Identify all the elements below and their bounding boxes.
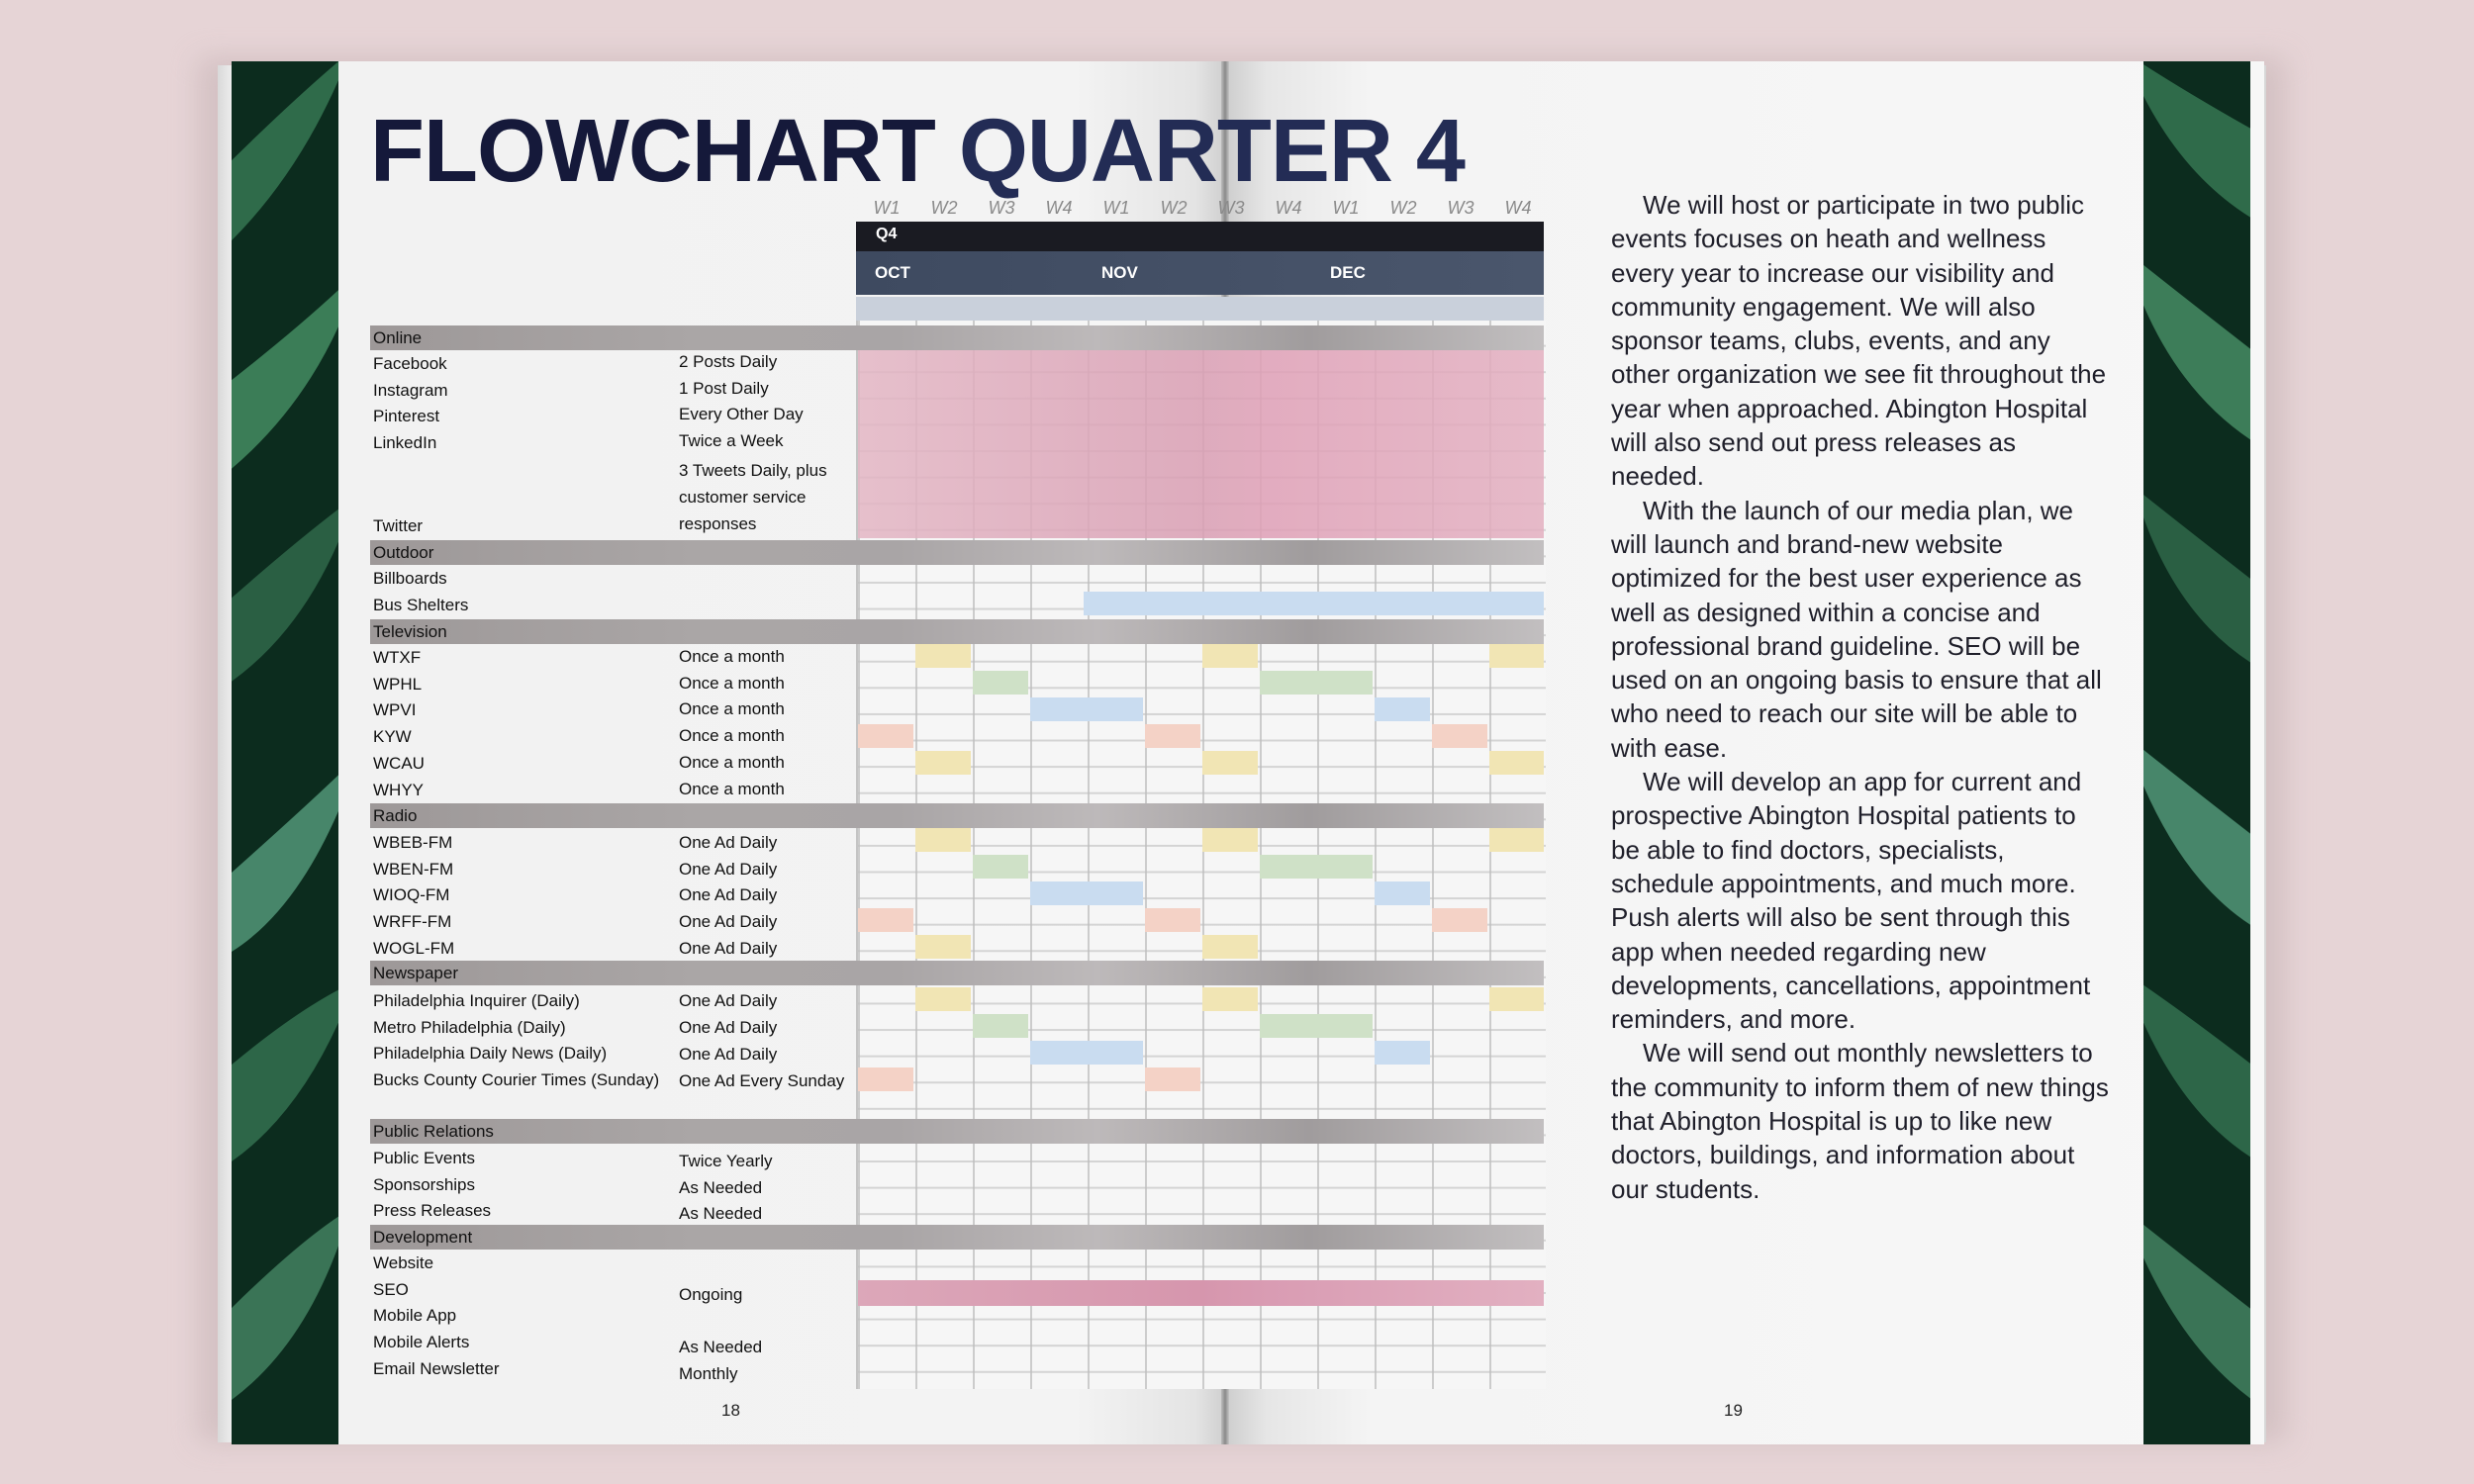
row-freq-bucks: One Ad Every Sunday — [679, 1071, 845, 1090]
row-label-wpvi: WPVI — [373, 700, 417, 719]
bar-kyw-peach — [1432, 724, 1487, 748]
week-label: W2 — [930, 198, 958, 218]
week-label: W4 — [1275, 198, 1302, 218]
week-label: W3 — [1217, 198, 1245, 218]
row-freq-wcau: Once a month — [679, 753, 785, 772]
week-subheader — [856, 297, 1544, 321]
row-label-website: Website — [373, 1253, 434, 1272]
bar-inquirer-yellow — [915, 987, 971, 1011]
bar-daily-news-blue — [1030, 1041, 1143, 1065]
row-label-wogl: WOGL-FM — [373, 939, 455, 958]
month-label-oct: OCT — [875, 263, 910, 282]
month-label-nov: NOV — [1101, 263, 1138, 282]
section-bar-development — [370, 1225, 1544, 1250]
row-freq-linkedin: Twice a Week — [679, 431, 784, 450]
row-freq-public-events: Twice Yearly — [679, 1152, 773, 1170]
bar-online-pink — [858, 350, 1544, 538]
bar-wcau-yellow — [915, 751, 971, 775]
section-bar-newspaper — [370, 961, 1544, 985]
section-bar-online — [370, 325, 1544, 350]
row-freq-wbeb: One Ad Daily — [679, 833, 778, 852]
row-label-instagram: Instagram — [373, 381, 448, 400]
section-bar-public-relations — [370, 1119, 1544, 1144]
bar-metro-green — [1260, 1014, 1373, 1038]
page-number-left: 18 — [721, 1401, 740, 1420]
bar-wbeb-yellow — [915, 828, 971, 852]
section-bar-television — [370, 619, 1544, 644]
row-label-pinterest: Pinterest — [373, 407, 440, 425]
bar-kyw-peach — [1145, 724, 1200, 748]
row-freq-wpvi: Once a month — [679, 699, 785, 718]
section-public-relations: Public Relations — [373, 1122, 494, 1141]
week-label: W2 — [1389, 198, 1417, 218]
row-label-email-newsletter: Email Newsletter — [373, 1359, 500, 1378]
row-freq-daily-news: One Ad Daily — [679, 1045, 778, 1064]
row-label-billboards: Billboards — [373, 569, 447, 588]
row-label-mobile-app: Mobile App — [373, 1306, 457, 1325]
row-freq-whyy: Once a month — [679, 780, 785, 798]
bar-wben-green — [973, 855, 1028, 879]
row-freq-twitter-line1: 3 Tweets Daily, plus — [679, 461, 827, 480]
paragraph: We will send out monthly newsletters to the community to inform them of new things that Abington Hospital is up to like new doctors, buildings, and information about our students. — [1611, 1038, 2109, 1204]
section-outdoor: Outdoor — [373, 543, 434, 562]
row-freq-wtxf: Once a month — [679, 647, 785, 666]
paragraph: We will host or participate in two public events focuses on heath and wellness every year to increase our visibility and community engagement. We will also sponsor teams, clubs, events, and any other organization we see fit throughout the year when approached. Abington Hospital will also send out press releases as needed. — [1611, 190, 2107, 492]
quarter-label: Q4 — [876, 226, 898, 242]
section-online: Online — [373, 328, 423, 347]
leaf-decoration-right — [2143, 61, 2250, 1444]
bar-wcau-yellow — [1489, 751, 1544, 775]
section-television: Television — [373, 622, 447, 641]
bar-bucks-peach — [858, 1067, 913, 1091]
body-text — [1611, 188, 2111, 1206]
bar-daily-news-blue — [1375, 1041, 1430, 1065]
row-label-whyy: WHYY — [373, 781, 424, 799]
week-label: W1 — [1102, 198, 1130, 218]
row-freq-metro: One Ad Daily — [679, 1018, 778, 1037]
bar-wphl-green — [973, 671, 1028, 695]
bar-wogl-yellow — [915, 935, 971, 959]
bar-wtxf-yellow — [1489, 644, 1544, 668]
bar-wpvi-blue — [1030, 697, 1143, 721]
row-label-wben: WBEN-FM — [373, 860, 454, 879]
row-label-wphl: WPHL — [373, 675, 423, 694]
bar-wben-green — [1260, 855, 1373, 879]
bar-wbeb-yellow — [1489, 828, 1544, 852]
row-freq-sponsorships: As Needed — [679, 1178, 763, 1197]
bar-wrff-peach — [1145, 908, 1200, 932]
row-freq-twitter-line3: responses — [679, 514, 757, 533]
row-freq-instagram: 1 Post Daily — [679, 379, 769, 398]
week-label: W1 — [1332, 198, 1360, 218]
row-freq-mobile-alerts: As Needed — [679, 1338, 763, 1356]
bar-inquirer-yellow — [1489, 987, 1544, 1011]
section-development: Development — [373, 1228, 473, 1247]
bar-bucks-peach — [1145, 1067, 1200, 1091]
row-freq-wioq: One Ad Daily — [679, 885, 778, 904]
week-label: W4 — [1045, 198, 1073, 218]
month-label-dec: DEC — [1330, 263, 1366, 282]
bar-wcau-yellow — [1202, 751, 1258, 775]
week-label: W3 — [988, 198, 1015, 218]
row-freq-twitter-line2: customer service — [679, 488, 807, 507]
paragraph: With the launch of our media plan, we will launch and brand-new website optimized for the best user experience as well as designed within a concise and professional brand guideline. SEO will be used on an ongoing basis to ensure that all who need to reach our site will be able to with ease. — [1611, 495, 2102, 763]
row-label-bucks: Bucks County Courier Times (Sunday) — [373, 1070, 660, 1089]
bar-wioq-blue — [1030, 881, 1143, 905]
page-number-right: 19 — [1724, 1401, 1743, 1420]
row-freq-wrff: One Ad Daily — [679, 912, 778, 931]
bar-wioq-blue — [1375, 881, 1430, 905]
bar-seo-pink — [858, 1280, 1544, 1306]
bar-wbeb-yellow — [1202, 828, 1258, 852]
row-label-press-releases: Press Releases — [373, 1201, 492, 1220]
bar-bus-shelters-blue — [1084, 592, 1544, 615]
row-freq-kyw: Once a month — [679, 726, 785, 745]
row-label-public-events: Public Events — [373, 1149, 475, 1167]
quarter-header — [856, 222, 1544, 251]
bar-inquirer-yellow — [1202, 987, 1258, 1011]
row-label-inquirer: Philadelphia Inquirer (Daily) — [373, 991, 580, 1010]
row-label-wtxf: WTXF — [373, 648, 422, 667]
row-label-kyw: KYW — [373, 727, 412, 746]
row-freq-wogl: One Ad Daily — [679, 939, 778, 958]
row-freq-wphl: Once a month — [679, 674, 785, 693]
paragraph: We will develop an app for current and prospective Abington Hospital patients to be able to find doctors, specialists, schedule appointments, and much more. Push alerts will also be sent through this app when needed regarding new developments, cancellations, appointment reminders, and more. — [1611, 767, 2091, 1035]
row-label-wbeb: WBEB-FM — [373, 833, 453, 852]
row-label-mobile-alerts: Mobile Alerts — [373, 1333, 470, 1351]
row-label-bus-shelters: Bus Shelters — [373, 596, 469, 614]
row-freq-press-releases: As Needed — [679, 1204, 763, 1223]
bar-wtxf-yellow — [915, 644, 971, 668]
section-bar-radio — [370, 803, 1544, 828]
bar-wphl-green — [1260, 671, 1373, 695]
row-label-wrff: WRFF-FM — [373, 912, 452, 931]
leaf-decoration-left — [232, 61, 338, 1444]
bar-wogl-yellow — [1202, 935, 1258, 959]
bar-wrff-peach — [1432, 908, 1487, 932]
week-label: W4 — [1504, 198, 1532, 218]
week-label: W2 — [1160, 198, 1188, 218]
row-label-twitter: Twitter — [373, 516, 424, 535]
row-freq-email-newsletter: Monthly — [679, 1364, 738, 1383]
row-label-linkedin: LinkedIn — [373, 433, 437, 452]
title-part2: QUARTER 4 — [958, 102, 1465, 201]
bar-wrff-peach — [858, 908, 913, 932]
section-radio: Radio — [373, 806, 418, 825]
row-label-seo: SEO — [373, 1280, 409, 1299]
page-title — [370, 102, 1465, 201]
row-label-wioq: WIOQ-FM — [373, 885, 450, 904]
bar-kyw-peach — [858, 724, 913, 748]
row-freq-seo: Ongoing — [679, 1285, 743, 1304]
row-label-wcau: WCAU — [373, 754, 425, 773]
row-label-facebook: Facebook — [373, 354, 447, 373]
bar-metro-green — [973, 1014, 1028, 1038]
row-label-daily-news: Philadelphia Daily News (Daily) — [373, 1044, 608, 1063]
row-label-sponsorships: Sponsorships — [373, 1175, 476, 1194]
row-label-metro: Metro Philadelphia (Daily) — [373, 1018, 566, 1037]
week-label: W1 — [873, 198, 901, 218]
section-newspaper: Newspaper — [373, 964, 458, 982]
title-part1: FLOWCHART — [370, 102, 935, 201]
week-label: W3 — [1447, 198, 1475, 218]
row-freq-wben: One Ad Daily — [679, 860, 778, 879]
month-header — [856, 251, 1544, 295]
section-bar-outdoor — [370, 540, 1544, 565]
row-freq-pinterest: Every Other Day — [679, 405, 804, 423]
row-freq-facebook: 2 Posts Daily — [679, 352, 778, 371]
row-freq-inquirer: One Ad Daily — [679, 991, 778, 1010]
bar-wtxf-yellow — [1202, 644, 1258, 668]
bar-wpvi-blue — [1375, 697, 1430, 721]
